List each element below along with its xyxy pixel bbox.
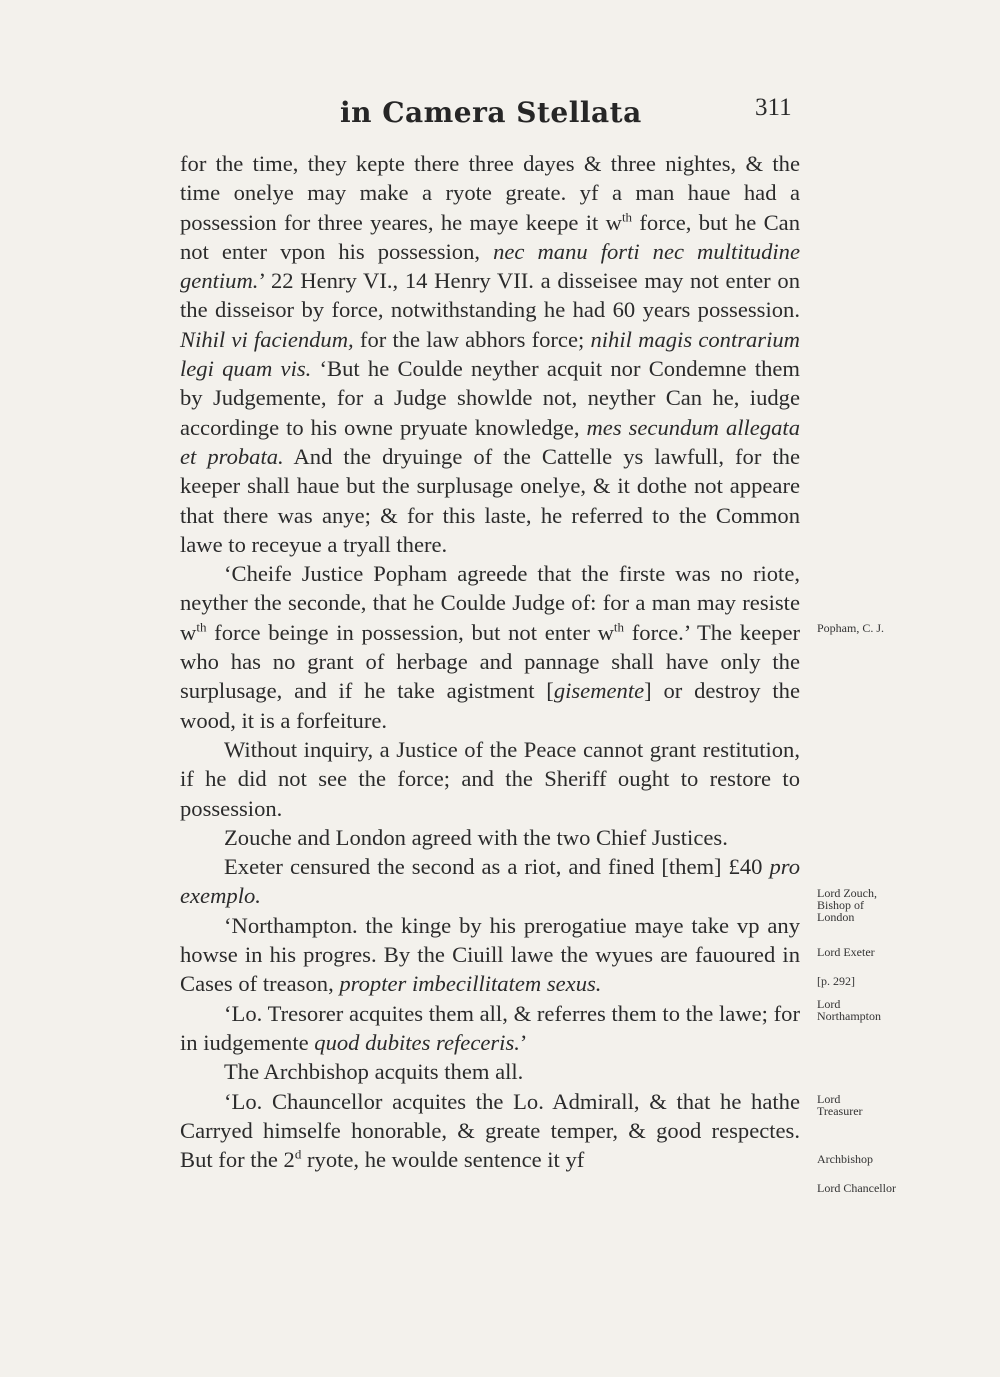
body-text — [180, 149, 800, 1174]
margin-note-chancellor: Lord Chancellor — [817, 1181, 896, 1195]
page-number: 311 — [755, 94, 792, 121]
margin-note-zouch: Lord Zouch, Bishop of London — [817, 886, 877, 924]
paragraph-2: ‘Cheife Justice Popham agreede that the firste was no riote, neyther the seconde, that he Coulde Judge of: for a man may resiste $w^{th}$ force beinge in possession, but not enter $w^{th}$ force.’ The keeper who has no grant of herbage and pannage shall have only the surplusage, and if he take agistment [gisemente] or destroy the wood, it is a forfeiture. — [180, 561, 801, 733]
margin-note-popham: Popham, C. J. — [817, 621, 885, 635]
paragraph-6: ‘Northampton. the kinge by his prerogatiue maye take vp any howse in his progres. By the Ciuill lawe the wyues are fauoured in Cases of treason, propter imbecillitatem sexus. — [180, 912, 800, 997]
paragraph-5: Exeter censured the second as a riot, and fined [them] £40 pro exemplo. — [180, 854, 800, 909]
margin-note-exeter: Lord Exeter — [817, 945, 875, 959]
paragraph-7: ‘Lo. Tresorer acquites them all, & referres them to the lawe; for in iudgemente quod dubites refeceris.’ — [180, 1000, 800, 1055]
margin-note-treasurer: Lord Treasurer — [817, 1092, 863, 1118]
paragraph-9: ‘Lo. Chauncellor acquites the Lo. Admirall, & that he hathe Carryed himselfe honorable, & greate temper, & good respectes. But for the 2$^d$ ryote, he woulde sentence it yf — [180, 1088, 800, 1173]
margin-note-page-ref: [p. 292] — [817, 974, 855, 988]
margin-note-archbishop: Archbishop — [817, 1152, 873, 1166]
paragraph-3: Without inquiry, a Justice of the Peace cannot grant restitution, if he did not see the force; and the Sheriff ought to restore to possession. — [180, 736, 800, 821]
margin-note-northampton: Lord Northampton — [817, 997, 881, 1023]
paragraph-8: The Archbishop acquits them all. — [224, 1059, 524, 1085]
paragraph-1: for the time, they kepte there three dayes & three nightes, & the time onelye may make a ryote greate. yf a man haue had a possession for three yeares, he maye keepe it $w^{th}$ force, but he Can not enter vpon his possession, nec manu forti nec multitudine gentium.’ 22 Henry VI., 14 Henry VII. a disseisee may not enter on the disseisor by force, notwithstanding he had 60 years possession. Nihil vi faciendum, for the law abhors force; nihil magis contrarium legi quam vis. ‘But he Coulde neyther acquit nor Condemne them by Judgemente, for a Judge showlde not, neyther Can he, iudge accordinge to his owne pryuate knowledge, mes secundum allegata et probata. And the dryuinge of the Cattelle ys lawfull, for the keeper shall haue but the surplusage onelye, & it dothe not appeare that there was anye; & for this laste, he referred to the Common lawe to receyue a tryall there. — [180, 151, 801, 557]
running-head: in Camera Stellata — [340, 96, 642, 129]
paragraph-4: Zouche and London agreed with the two Chief Justices. — [224, 824, 728, 850]
